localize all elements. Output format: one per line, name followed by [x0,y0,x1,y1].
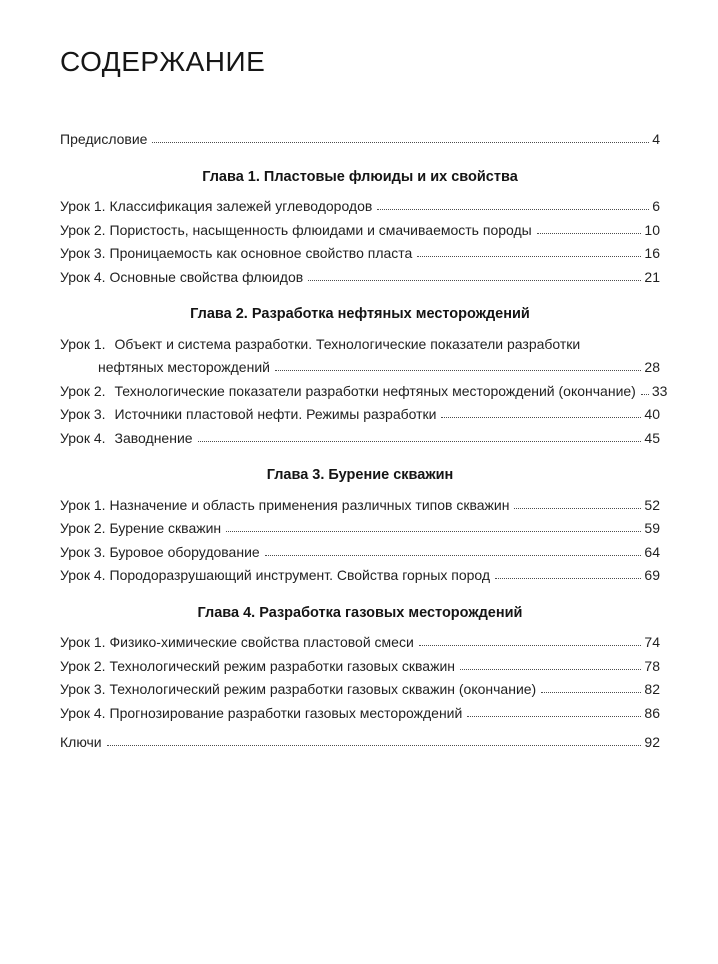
lesson-title: Технологический режим разработки газовых скважин (окончание) [109,681,537,698]
page-number: 69 [644,567,660,584]
page-number: 4 [652,131,660,148]
page-number: 64 [644,543,660,560]
page-number: 40 [644,406,660,423]
page-number: 74 [644,634,660,651]
page-number: 45 [644,429,660,446]
toc-entry [60,655,660,679]
lesson-title-continuation: нефтяных месторождений [98,359,270,376]
lesson-title: Прогнозирование разработки газовых месторождений [109,704,463,721]
lesson-title: Назначение и область применения различных типов скважин [109,496,510,513]
page-number: 21 [644,268,660,285]
dot-leader [152,142,649,143]
toc-entry [60,541,660,565]
lesson-title: Источники пластовой нефти. Режимы разработки [114,406,437,423]
toc-entry [60,333,660,357]
dot-leader [441,417,641,418]
page-number: 78 [644,657,660,674]
page-title: СОДЕРЖАНИЕ [60,46,266,77]
lesson-title: Технологический режим разработки газовых скважин [109,657,455,674]
page-number: 52 [644,496,660,513]
lesson-title: Объект и система разработки. Технологические показатели разработки [114,335,581,352]
lesson-title: Буровое оборудование [109,543,260,560]
toc-entry [60,242,660,266]
lesson-number: Урок 2. [60,382,106,399]
lesson-number: Урок 1. [60,496,106,513]
dot-leader [495,578,641,579]
lesson-number: Урок 3. [60,245,106,262]
lesson-number: Урок 2. [60,520,106,537]
chapter-heading: Глава 1. Пластовые флюиды и их свойства [202,168,518,185]
lesson-number: Урок 3. [60,681,106,698]
lesson-title: Пористость, насыщенность флюидами и смачиваемость породы [109,221,532,238]
toc-entry [60,678,660,702]
toc-entry [60,517,660,541]
page-number: 59 [644,520,660,537]
lesson-number: Урок 1. [60,634,106,651]
toc-entry [60,564,660,588]
entry-label: Предисловие [60,131,148,148]
dot-leader [641,394,649,395]
toc-entry [60,494,660,518]
toc-entry [60,195,660,219]
dot-leader [419,645,642,646]
lesson-number: Урок 2. [60,221,106,238]
page-number: 33 [651,382,668,399]
lesson-number: Урок 4. [60,704,106,721]
toc-entry [60,380,668,404]
page-number: 6 [652,198,660,215]
lesson-number: Урок 1. [60,198,106,215]
dot-leader [417,256,641,257]
dot-leader [107,745,642,746]
lesson-title: Основные свойства флюидов [109,268,304,285]
lesson-number: Урок 4. [60,268,106,285]
dot-leader [265,555,642,556]
page-number: 10 [644,221,660,238]
lesson-title: Проницаемость как основное свойство пласта [109,245,413,262]
dot-leader [514,508,641,509]
toc-entry [60,702,660,726]
lesson-number: Урок 4. [60,567,106,584]
page-number: 16 [644,245,660,262]
chapter-heading: Глава 2. Разработка нефтяных месторождений [190,306,530,323]
lesson-title: Классификация залежей углеводородов [109,198,373,215]
page-number: 82 [644,681,660,698]
lesson-number: Урок 3. [60,543,106,560]
lesson-title: Бурение скважин [109,520,222,537]
toc-entry [60,219,660,243]
toc-entry [60,266,660,290]
dot-leader [467,716,641,717]
dot-leader [308,280,641,281]
lesson-title: Заводнение [114,429,193,446]
page-number: 28 [644,359,660,376]
chapter-heading: Глава 3. Бурение скважин [266,467,454,484]
entry-label: Ключи [60,734,102,751]
lesson-number: Урок 3. [60,406,106,423]
dot-leader [198,441,642,442]
chapter-heading: Глава 4. Разработка газовых месторождений [197,604,523,621]
page-number: 86 [644,704,660,721]
toc-entry [60,427,660,451]
page-number: 92 [644,734,660,751]
dot-leader [541,692,641,693]
lesson-title: Технологические показатели разработки нефтяных месторождений (окончание) [114,382,636,399]
toc-entry-continuation [60,356,660,380]
dot-leader [537,233,642,234]
dot-leader [226,531,641,532]
toc-entry-keys [60,731,660,755]
lesson-number: Урок 4. [60,429,106,446]
dot-leader [275,370,641,371]
lesson-number: Урок 2. [60,657,106,674]
lesson-number: Урок 1. [60,335,106,352]
toc-entry [60,403,660,427]
lesson-title: Физико-химические свойства пластовой смеси [109,634,414,651]
lesson-title: Породоразрушающий инструмент. Свойства горных пород [109,567,491,584]
toc-entry [60,631,660,655]
table-of-contents [60,128,668,755]
toc-entry-preface [60,128,660,152]
dot-leader [460,669,641,670]
dot-leader [377,209,649,210]
